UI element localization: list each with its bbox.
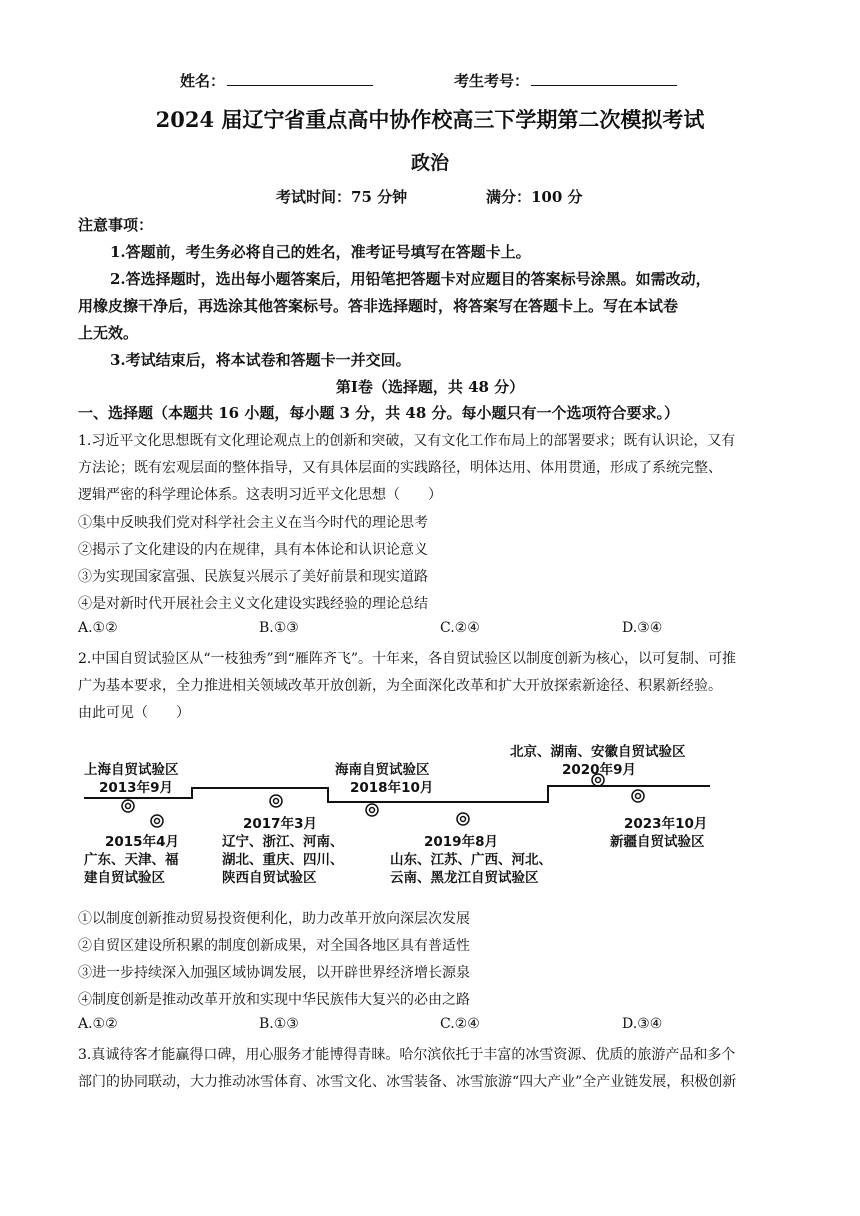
marker-2018 xyxy=(366,804,378,816)
q2-option-d[interactable]: D.③④ xyxy=(622,1016,663,1032)
hainan-name: 海南自贸试验区 xyxy=(335,762,430,778)
d2017-line2: 湖北、重庆、四川、 xyxy=(222,852,344,868)
d2019-line1: 山东、江苏、广西、河北、 xyxy=(390,852,552,868)
notice-item-1: 1.答题前，考生务必将自己的姓名，准考证号填写在答题卡上。 xyxy=(110,243,531,261)
d2015-date: 2015年4月 xyxy=(105,834,179,850)
marker-2015 xyxy=(151,815,163,827)
name-underline[interactable] xyxy=(227,71,373,86)
name-label: 姓名： xyxy=(180,72,226,90)
d2019-date: 2019年8月 xyxy=(424,834,498,850)
q2-option-c[interactable]: C.②④ xyxy=(440,1016,480,1032)
q1-option-c[interactable]: C.②④ xyxy=(440,620,480,636)
notice-item-2-end: 上无效。 xyxy=(78,324,139,342)
q1-statement-4: ④是对新时代开展社会主义文化建设实践经验的理论总结 xyxy=(78,596,428,612)
q1-option-a[interactable]: A.①② xyxy=(78,620,118,636)
d2015-line2: 建自贸试验区 xyxy=(84,870,165,886)
q1-option-b[interactable]: B.①③ xyxy=(259,620,299,636)
q1-statement-1: ①集中反映我们党对科学社会主义在当今时代的理论思考 xyxy=(78,515,428,531)
d2019-line2: 云南、黑龙江自贸试验区 xyxy=(390,870,539,886)
d2023-name: 新疆自贸试验区 xyxy=(610,834,705,850)
part1-heading: 一、选择题（本题共 16 小题，每小题 3 分，共 48 分。每小题只有一个选项符合要求。） xyxy=(78,404,680,422)
exam-time: 考试时间：75 分钟 xyxy=(276,188,408,206)
exam-no-label: 考生考号： xyxy=(454,72,530,90)
ftz-timeline-diagram xyxy=(0,736,860,896)
exam-no-field xyxy=(454,70,677,91)
d2017-date: 2017年3月 xyxy=(243,816,317,832)
q2-stem-line3: 由此可见（ ） xyxy=(78,705,190,721)
q1-statement-2: ②揭示了文化建设的内在规律，具有本体论和认识论意义 xyxy=(78,542,428,558)
exam-score: 满分：100 分 xyxy=(486,188,583,206)
shanghai-date: 2013年9月 xyxy=(99,780,173,796)
d2023-date: 2023年10月 xyxy=(624,816,708,832)
q1-statement-3: ③为实现国家富强、民族复兴展示了美好前景和现实道路 xyxy=(78,569,428,585)
shanghai-name: 上海自贸试验区 xyxy=(84,762,179,778)
d2017-line1: 辽宁、浙江、河南、 xyxy=(222,834,344,850)
q1-stem-line2: 方法论；既有宏观层面的整体指导，又有具体层面的实践路径，明体达用、体用贯通，形成了系统完整、 xyxy=(78,460,722,476)
name-field xyxy=(180,70,373,91)
q2-stem-line2: 广为基本要求，全力推进相关领域改革开放创新，为全面深化改革和扩大开放探索新途径、积累新经验。 xyxy=(78,678,722,694)
hainan-date: 2018年10月 xyxy=(350,780,434,796)
marker-2013 xyxy=(122,800,134,812)
q2-statement-1: ①以制度创新推动贸易投资便利化，助力改革开放向深层次发展 xyxy=(78,911,470,927)
marker-2019 xyxy=(457,813,469,825)
notice-item-3: 3.考试结束后，将本试卷和答题卡一并交回。 xyxy=(110,351,411,369)
q3-stem-line1: 3.真诚待客才能赢得口碑，用心服务才能博得青睐。哈尔滨依托于丰富的冰雪资源、优质的旅游产品和多个 xyxy=(78,1047,736,1063)
q1-stem-line1: 1.习近平文化思想既有文化理论观点上的创新和突破，又有文化工作布局上的部署要求；既有认识论，又有 xyxy=(78,433,736,449)
q2-option-b[interactable]: B.①③ xyxy=(259,1016,299,1032)
q1-option-d[interactable]: D.③④ xyxy=(622,620,663,636)
q2-statement-2: ②自贸区建设所积累的制度创新成果，对全国各地区具有普适性 xyxy=(78,938,470,954)
d2017-line3: 陕西自贸试验区 xyxy=(222,870,317,886)
marker-2017 xyxy=(270,795,282,807)
d2020-date: 2020年9月 xyxy=(562,762,636,778)
d2015-line1: 广东、天津、福 xyxy=(84,852,179,868)
marker-2023 xyxy=(632,790,644,802)
notice-heading: 注意事项： xyxy=(78,216,154,234)
q2-statement-3: ③进一步持续深入加强区域协调发展，以开辟世界经济增长源泉 xyxy=(78,965,470,981)
q3-stem-line2: 部门的协同联动，大力推动冰雪体育、冰雪文化、冰雪装备、冰雪旅游“四大产业”全产业链发展，积极创新 xyxy=(78,1074,737,1090)
q1-stem-line3: 逻辑严密的科学理论体系。这表明习近平文化思想（ ） xyxy=(78,487,442,503)
q2-option-a[interactable]: A.①② xyxy=(78,1016,118,1032)
exam-no-underline[interactable] xyxy=(531,71,677,86)
section-title: 第Ⅰ卷（选择题，共 48 分） xyxy=(335,378,525,396)
exam-title: 2024 届辽宁省重点高中协作校高三下学期第二次模拟考试 xyxy=(155,107,705,132)
subject-title: 政治 xyxy=(410,152,449,174)
q2-statement-4: ④制度创新是推动改革开放和实现中华民族伟大复兴的必由之路 xyxy=(78,992,470,1008)
q2-stem-line1: 2.中国自贸试验区从“一枝独秀”到“雁阵齐飞”。十年来，各自贸试验区以制度创新为核心，以可复制、可推 xyxy=(78,651,736,667)
d2020-line1: 北京、湖南、安徽自贸试验区 xyxy=(510,744,686,760)
notice-item-2: 2.答选择题时，选出每小题答案后，用铅笔把答题卡对应题目的答案标号涂黑。如需改动， xyxy=(110,270,711,288)
notice-item-2-cont: 用橡皮擦干净后，再选涂其他答案标号。答非选择题时，将答案写在答题卡上。写在本试卷 xyxy=(78,297,679,315)
